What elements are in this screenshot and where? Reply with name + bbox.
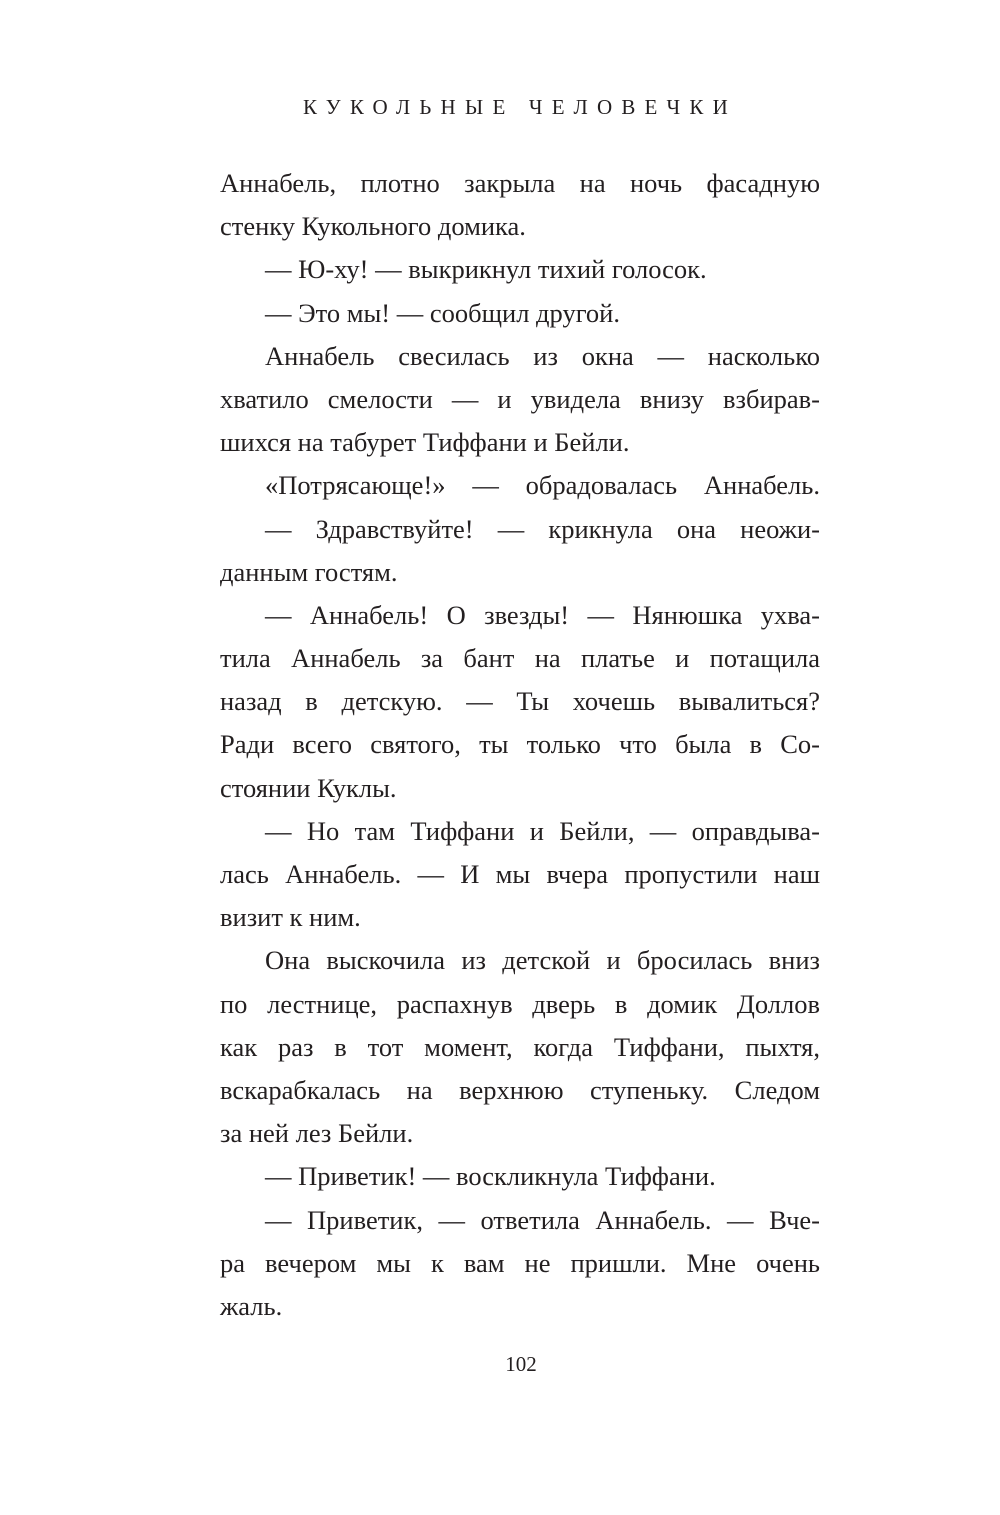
text-line: данным гостям. [220,556,398,587]
text-line: стоянии Куклы. [220,772,397,803]
text-line: по лестнице, распахнув дверь в домик Доллов [220,988,820,1019]
text-line: жаль. [220,1290,283,1321]
text-line: вскарабкалась на верхнюю ступеньку. Следом [220,1074,820,1105]
text-line: Ради всего святого, ты только что была в Со- [220,729,820,760]
text-line: — Аннабель! О звезды! — Нянюшка ухва- [265,599,820,630]
text-line: хватило смелости — и увидела внизу взбирав- [220,383,820,414]
text-line: «Потрясающе!» — обрадовалась Аннабель. [265,470,820,501]
running-head: КУКОЛЬНЫЕ ЧЕЛОВЕЧКИ [303,95,737,119]
text-line: — Ю-ху! — выкрикнул тихий голосок. [265,254,707,285]
text-line: Аннабель свесилась из окна — насколько [265,340,820,371]
text-line: визит к ним. [220,902,361,933]
text-line: Аннабель, плотно закрыла на ночь фасадную [220,168,820,198]
text-line: — Здравствуйте! — крикнула она неожи- [265,513,820,544]
text-line: стенку Кукольного домика. [220,211,526,242]
text-line: — Приветик! — воскликнула Тиффани. [265,1161,716,1192]
body-text [220,162,820,1328]
text-line: шихся на табурет Тиффани и Бейли. [220,427,630,458]
page-number: 102 [505,1352,537,1376]
text-line: назад в детскую. — Ты хочешь вывалиться? [220,686,820,717]
text-line: — Приветик, — ответила Аннабель. — Вче- [265,1204,820,1235]
text-line: как раз в тот момент, когда Тиффани, пыхтя, [220,1031,820,1062]
text-line: Она выскочила из детской и бросилась вниз [265,945,820,976]
text-line: лась Аннабель. — И мы вчера пропустили наш [220,859,820,889]
text-line: — Но там Тиффани и Бейли, — оправдыва- [265,815,820,846]
text-line: за ней лез Бейли. [220,1118,414,1149]
text-line: — Это мы! — сообщил другой. [265,297,620,328]
text-line: тила Аннабель за бант на платье и потащила [220,643,820,674]
text-line: ра вечером мы к вам не пришли. Мне очень [220,1247,820,1278]
